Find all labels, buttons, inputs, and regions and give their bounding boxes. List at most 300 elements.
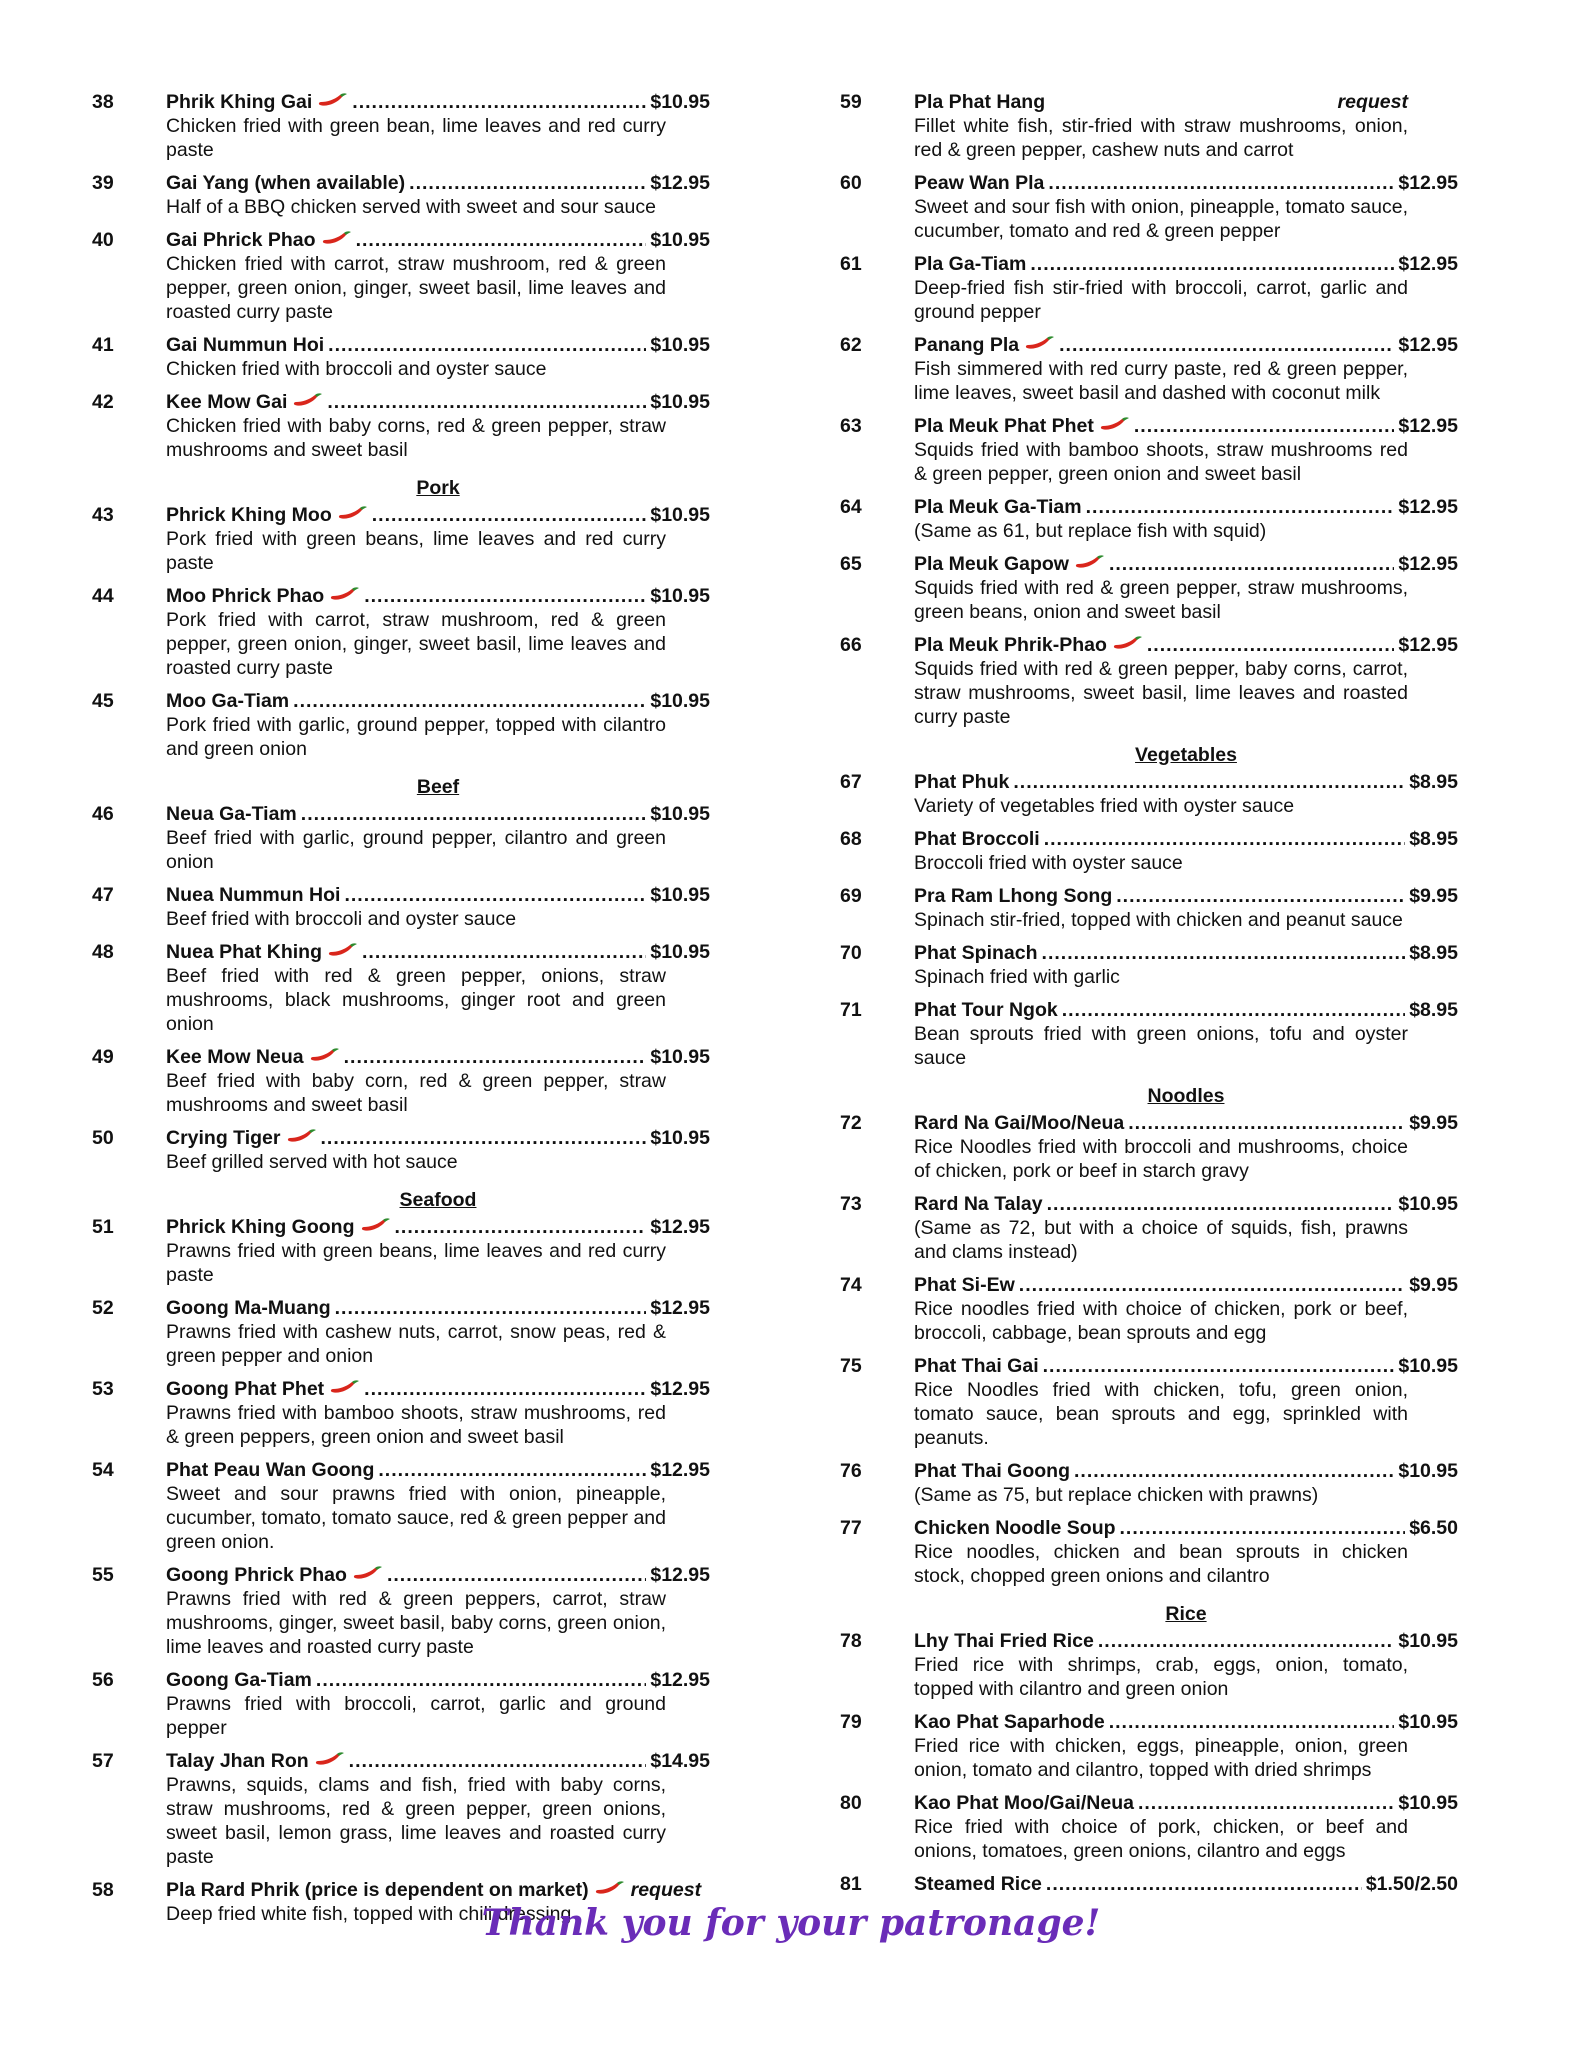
item-description: Chicken fried with carrot, straw mushroom, red & green pepper, green onion, ginger, sweet basil, lime leaves and roasted curry paste [166,253,666,323]
item-price: $10.95 [650,391,710,413]
item-description: Squids fried with red & green pepper, straw mushrooms, green beans, onion and sweet basil [914,577,1408,623]
item-description: Prawns fried with cashew nuts, carrot, snow peas, red & green pepper and onion [166,1321,666,1367]
chili-pepper-icon [361,1217,391,1233]
menu-item [90,1563,710,1659]
menu-item [90,584,710,680]
item-number: 47 [92,884,114,906]
item-description: Rice noodles, chicken and bean sprouts in chicken stock, chopped green onions and cilantro [914,1541,1408,1587]
item-price: $9.95 [1409,1274,1458,1296]
item-name: Pla Meuk Phat Phet [914,415,1094,437]
item-header [914,1710,1458,1734]
menu-item [838,252,1458,324]
item-header [166,1045,710,1069]
menu-item [90,90,710,162]
item-header [166,228,710,252]
dot-leader [1044,827,1405,851]
item-price: $12.95 [1398,253,1458,275]
item-price: $12.95 [650,1378,710,1400]
item-price: $12.95 [650,1459,710,1481]
item-number: 69 [840,885,862,907]
item-header [914,414,1458,438]
item-header [914,998,1458,1022]
item-name: Steamed Rice [914,1873,1042,1895]
menu-item [838,1872,1458,1896]
item-name: Rard Na Gai/Moo/Neua [914,1112,1125,1134]
item-price: $14.95 [650,1750,710,1772]
item-name: Pla Meuk Phrik-Phao [914,634,1107,656]
item-price: $10.95 [650,1046,710,1068]
item-name: Phat Broccoli [914,828,1040,850]
item-header [166,1296,710,1320]
menu-item [838,1710,1458,1782]
menu-item [838,414,1458,486]
chili-pepper-icon [595,1880,625,1896]
item-description: Squids fried with bamboo shoots, straw mushrooms red & green pepper, green onion and sweet basil [914,439,1408,485]
dot-leader [1043,1354,1395,1378]
item-name: Goong Phat Phet [166,1378,325,1400]
dot-leader [387,1563,646,1587]
item-price: $12.95 [1398,172,1458,194]
item-price: $10.95 [650,1127,710,1149]
menu-item [90,883,710,931]
item-number: 79 [840,1711,862,1733]
dot-leader [1138,1791,1394,1815]
item-name: Pla Phat Hang [914,91,1046,113]
item-description: Bean sprouts fried with green onions, tofu and oyster sauce [914,1023,1408,1069]
dot-leader [1019,1273,1405,1297]
menu-item [838,333,1458,405]
dot-leader [1074,1459,1394,1483]
item-number: 56 [92,1669,114,1691]
item-price: $12.95 [1398,496,1458,518]
item-price: $8.95 [1409,771,1458,793]
thank-you-footer: Thank you for your patronage! [481,1902,1101,1944]
item-number: 49 [92,1046,114,1068]
item-header [914,827,1458,851]
menu-item [838,1459,1458,1507]
item-number: 61 [840,253,862,275]
item-name: Kao Phat Saparhode [914,1711,1105,1733]
item-name: Pla Meuk Gapow [914,553,1069,575]
menu-column-right [838,90,1458,1905]
chili-pepper-icon [1075,554,1105,570]
item-price: $8.95 [1409,999,1458,1021]
item-description: Squids fried with red & green pepper, baby corns, carrot, straw mushrooms, sweet basil, lime leaves and roasted curry paste [914,658,1408,728]
item-number: 41 [92,334,114,356]
item-description: Variety of vegetables fried with oyster sauce [914,795,1295,817]
item-name: Gai Yang (when available) [166,172,406,194]
item-number: 67 [840,771,862,793]
item-price: $8.95 [1409,828,1458,850]
dot-leader [293,689,646,713]
item-description: Prawns fried with bamboo shoots, straw mushrooms, red & green peppers, green onion and sweet basil [166,1402,666,1448]
item-price: $10.95 [1398,1630,1458,1652]
dot-leader [395,1215,647,1239]
item-description: Rice noodles fried with choice of chicken, pork or beef, broccoli, cabbage, bean sprouts and egg [914,1298,1408,1344]
item-header [914,1354,1458,1378]
item-price: $10.95 [650,884,710,906]
menu-item [838,998,1458,1070]
dot-leader [328,333,646,357]
item-name: Phat Peau Wan Goong [166,1459,375,1481]
item-header [166,802,710,826]
item-price: $1.50/2.50 [1365,1873,1458,1895]
item-name: Pla Ga-Tiam [914,253,1027,275]
item-description: Beef fried with baby corn, red & green pepper, straw mushrooms and sweet basil [166,1070,666,1116]
item-description: Sweet and sour fish with onion, pineapple, tomato sauce, cucumber, tomato and red & green pepper [914,196,1408,242]
item-header [166,390,710,414]
dot-leader [1128,1111,1405,1135]
item-number: 58 [92,1879,114,1901]
item-header [914,90,1458,114]
item-number: 68 [840,828,862,850]
item-number: 38 [92,91,114,113]
menu-item [90,1126,710,1174]
item-number: 62 [840,334,862,356]
dot-leader [335,1296,647,1320]
item-price: $12.95 [1398,334,1458,356]
item-description: Spinach stir-fried, topped with chicken and peanut sauce [914,909,1403,931]
dot-leader [372,503,647,527]
chili-pepper-icon [1113,635,1143,651]
item-name: Phat Spinach [914,942,1038,964]
item-price: $10.95 [1398,1711,1458,1733]
item-name: Phat Thai Goong [914,1460,1070,1482]
item-number: 39 [92,172,114,194]
section-heading: Vegetables [1135,744,1237,766]
item-header [914,1516,1458,1540]
item-description: Sweet and sour prawns fried with onion, pineapple, cucumber, tomato, tomato sauce, red & green pepper and green onion. [166,1483,666,1553]
dot-leader [316,1668,646,1692]
chili-pepper-icon [353,1565,383,1581]
item-header [914,1273,1458,1297]
item-name: Gai Nummun Hoi [166,334,325,356]
chili-pepper-icon [287,1128,317,1144]
menu-item [90,171,710,219]
item-description: Half of a BBQ chicken served with sweet and sour sauce [166,196,656,218]
item-description: (Same as 61, but replace fish with squid) [914,520,1267,542]
dot-leader [1013,770,1405,794]
section-heading: Rice [1165,1603,1207,1625]
item-price: $6.50 [1409,1517,1458,1539]
item-number: 55 [92,1564,114,1586]
item-description: Beef fried with broccoli and oyster sauce [166,908,517,930]
menu-item [838,1273,1458,1345]
item-header [914,1459,1458,1483]
menu-item [838,552,1458,624]
item-header [166,90,710,114]
item-number: 59 [840,91,862,113]
menu-item [90,1668,710,1740]
item-name: Phrick Khing Moo [166,504,332,526]
item-header [914,252,1458,276]
item-name: Kao Phat Moo/Gai/Neua [914,1792,1134,1814]
dot-leader [1047,1192,1395,1216]
item-price: $12.95 [650,1216,710,1238]
dot-leader [1147,633,1394,657]
item-name: Kee Mow Gai [166,391,288,413]
chili-pepper-icon [328,942,358,958]
item-price: $10.95 [650,334,710,356]
item-name: Panang Pla [914,334,1020,356]
dot-leader [1042,941,1406,965]
item-name: Goong Ga-Tiam [166,1669,312,1691]
item-number: 51 [92,1216,114,1238]
chili-pepper-icon [310,1047,340,1063]
item-header [914,1872,1458,1896]
dot-leader [1098,1629,1394,1653]
item-header [914,884,1458,908]
item-description: Pork fried with carrot, straw mushroom, red & green pepper, green onion, ginger, sweet basil, lime leaves and roasted curry paste [166,609,666,679]
item-header [914,633,1458,657]
item-price: $10.95 [1398,1193,1458,1215]
dot-leader [1030,252,1394,276]
item-price: $12.95 [650,1297,710,1319]
item-name: Nuea Phat Khing [166,941,323,963]
section-heading: Pork [416,477,460,499]
item-description: Rice fried with choice of pork, chicken, or beef and onions, tomatoes, green onions, cilantro and eggs [914,1816,1408,1862]
menu-item [838,1791,1458,1863]
item-header [914,1791,1458,1815]
item-name: Phat Phuk [914,771,1010,793]
item-price: $12.95 [650,1564,710,1586]
item-number: 80 [840,1792,862,1814]
menu-item [90,940,710,1036]
chili-pepper-icon [1025,335,1055,351]
menu-item [90,1296,710,1368]
item-description: Deep fried white fish, topped with chili dressing [166,1903,572,1925]
item-description: Rice Noodles fried with broccoli and mushrooms, choice of chicken, pork or beef in starch gravy [914,1136,1408,1182]
item-description: (Same as 72, but with a choice of squids, fish, prawns and clams instead) [914,1217,1408,1263]
menu-item [90,1377,710,1449]
item-price: $12.95 [1398,415,1458,437]
item-number: 54 [92,1459,114,1481]
price-on-request: request [1337,91,1408,113]
item-price: $12.95 [650,1669,710,1691]
item-number: 72 [840,1112,862,1134]
item-number: 60 [840,172,862,194]
dot-leader [1134,414,1394,438]
item-name: Goong Ma-Muang [166,1297,331,1319]
item-description: Prawns, squids, clams and fish, fried with baby corns, straw mushrooms, red & green pepper, green onions, sweet basil, lemon grass, lime leaves and roasted curry paste [166,1774,666,1868]
item-header [166,333,710,357]
menu-item [90,1749,710,1869]
item-name: Rard Na Talay [914,1193,1043,1215]
item-name: Pra Ram Lhong Song [914,885,1113,907]
item-header [166,1563,710,1587]
item-header [914,1111,1458,1135]
menu-item [838,827,1458,875]
dot-leader [364,584,646,608]
dot-leader [301,802,647,826]
dot-leader [1116,884,1405,908]
menu-item [90,1458,710,1554]
item-number: 64 [840,496,862,518]
item-name: Goong Phrick Phao [166,1564,347,1586]
item-description: Chicken fried with baby corns, red & green pepper, straw mushrooms and sweet basil [166,415,666,461]
item-description: Prawns fried with red & green peppers, carrot, straw mushrooms, ginger, sweet basil, baby corns, green onion, lime leaves and roasted curry paste [166,1588,666,1658]
dot-leader [362,940,646,964]
section-heading: Beef [416,776,460,798]
item-name: Crying Tiger [166,1127,281,1149]
item-number: 63 [840,415,862,437]
dot-leader [378,1458,646,1482]
item-description: Fried rice with chicken, eggs, pineapple, onion, green onion, tomato and cilantro, topped with dried shrimps [914,1735,1408,1781]
item-number: 45 [92,690,114,712]
chili-pepper-icon [330,586,360,602]
menu-item [838,770,1458,818]
item-header [914,1192,1458,1216]
item-number: 42 [92,391,114,413]
item-price: $10.95 [1398,1355,1458,1377]
menu-item [838,1629,1458,1701]
item-number: 76 [840,1460,862,1482]
item-header [166,1668,710,1692]
item-description: Prawns fried with broccoli, carrot, garlic and ground pepper [166,1693,666,1739]
menu-item [838,1516,1458,1588]
item-header [914,333,1458,357]
chili-pepper-icon [322,230,352,246]
dot-leader [327,390,646,414]
item-number: 70 [840,942,862,964]
dot-leader [1086,495,1395,519]
item-price: $10.95 [650,803,710,825]
item-number: 65 [840,553,862,575]
item-number: 81 [840,1873,862,1895]
chili-pepper-icon [330,1379,360,1395]
item-price: $10.95 [650,229,710,251]
item-number: 44 [92,585,114,607]
item-name: Kee Mow Neua [166,1046,304,1068]
item-number: 40 [92,229,114,251]
item-number: 77 [840,1517,862,1539]
item-number: 53 [92,1378,114,1400]
menu-item [90,689,710,761]
menu-item [838,90,1458,162]
item-description: Fried rice with shrimps, crab, eggs, onion, tomato, topped with cilantro and green onion [914,1654,1408,1700]
item-description: Fillet white fish, stir-fried with straw mushrooms, onion, red & green pepper, cashew nuts and carrot [914,115,1408,161]
item-name: Phat Si-Ew [914,1274,1015,1296]
item-description: Spinach fried with garlic [914,966,1120,988]
item-price: $9.95 [1409,1112,1458,1134]
item-header [166,1878,710,1902]
item-price: $10.95 [650,585,710,607]
menu-item [838,941,1458,989]
item-header [914,1629,1458,1653]
item-header [166,883,710,907]
item-description: Fish simmered with red curry paste, red & green pepper, lime leaves, sweet basil and dashed with coconut milk [914,358,1408,404]
item-header [166,689,710,713]
menu-item [90,1045,710,1117]
dot-leader [344,883,646,907]
dot-leader [409,171,646,195]
item-number: 43 [92,504,114,526]
item-name: Phrick Khing Goong [166,1216,355,1238]
dot-leader [364,1377,646,1401]
item-price: $10.95 [1398,1792,1458,1814]
item-price: $10.95 [1398,1460,1458,1482]
item-header [914,770,1458,794]
chili-pepper-icon [315,1751,345,1767]
item-price: $12.95 [1398,553,1458,575]
item-description: Beef fried with red & green pepper, onions, straw mushrooms, black mushrooms, ginger root and green onion [166,965,666,1035]
dot-leader [1062,998,1405,1022]
item-description: Chicken fried with green bean, lime leaves and red curry paste [166,115,666,161]
menu-item [90,390,710,462]
item-number: 48 [92,941,114,963]
item-name: Nuea Nummun Hoi [166,884,341,906]
chili-pepper-icon [1100,416,1130,432]
dot-leader [356,228,647,252]
item-description: Prawns fried with green beans, lime leaves and red curry paste [166,1240,666,1286]
item-header [166,1126,710,1150]
item-header [166,1749,710,1773]
menu-item [90,333,710,381]
menu-item [90,1215,710,1287]
item-header [914,941,1458,965]
item-name: Moo Phrick Phao [166,585,325,607]
item-description: Beef grilled served with hot sauce [166,1151,458,1173]
menu-item [838,633,1458,729]
item-name: Pla Rard Phrik (price is dependent on market) [166,1879,589,1901]
menu-item [838,1192,1458,1264]
item-name: Neua Ga-Tiam [166,803,297,825]
item-description: Broccoli fried with oyster sauce [914,852,1183,874]
item-number: 73 [840,1193,862,1215]
item-header [914,171,1458,195]
price-on-request: request [630,1879,702,1901]
section-heading: Noodles [1147,1085,1225,1107]
dot-leader [1109,552,1394,576]
menu-item [838,171,1458,243]
item-description: (Same as 75, but replace chicken with prawns) [914,1484,1319,1506]
item-name: Chicken Noodle Soup [914,1517,1116,1539]
item-price: $12.95 [1398,634,1458,656]
dot-leader [1109,1710,1395,1734]
dot-leader [1059,333,1394,357]
item-name: Phrik Khing Gai [166,91,313,113]
item-number: 52 [92,1297,114,1319]
menu-item [838,884,1458,932]
dot-leader [349,1749,647,1773]
menu-column-left [90,90,710,1935]
item-price: $12.95 [650,172,710,194]
item-header [166,584,710,608]
item-header [914,552,1458,576]
item-header [166,1215,710,1239]
dot-leader [321,1126,647,1150]
item-name: Peaw Wan Pla [914,172,1045,194]
item-price: $8.95 [1409,942,1458,964]
item-name: Phat Thai Gai [914,1355,1039,1377]
item-name: Pla Meuk Ga-Tiam [914,496,1082,518]
chili-pepper-icon [338,505,368,521]
menu-item [90,228,710,324]
item-price: $10.95 [650,941,710,963]
item-number: 57 [92,1750,114,1772]
item-number: 74 [840,1274,862,1296]
menu-item [838,1354,1458,1450]
item-price: $10.95 [650,504,710,526]
item-description: Pork fried with green beans, lime leaves and red curry paste [166,528,666,574]
item-number: 71 [840,999,862,1021]
item-description: Rice Noodles fried with chicken, tofu, green onion, tomato sauce, bean sprouts and egg, sprinkled with peanuts. [914,1379,1408,1449]
item-header [166,1458,710,1482]
menu-item [838,495,1458,543]
item-number: 75 [840,1355,862,1377]
item-header [166,940,710,964]
item-description: Pork fried with garlic, ground pepper, topped with cilantro and green onion [166,714,666,760]
